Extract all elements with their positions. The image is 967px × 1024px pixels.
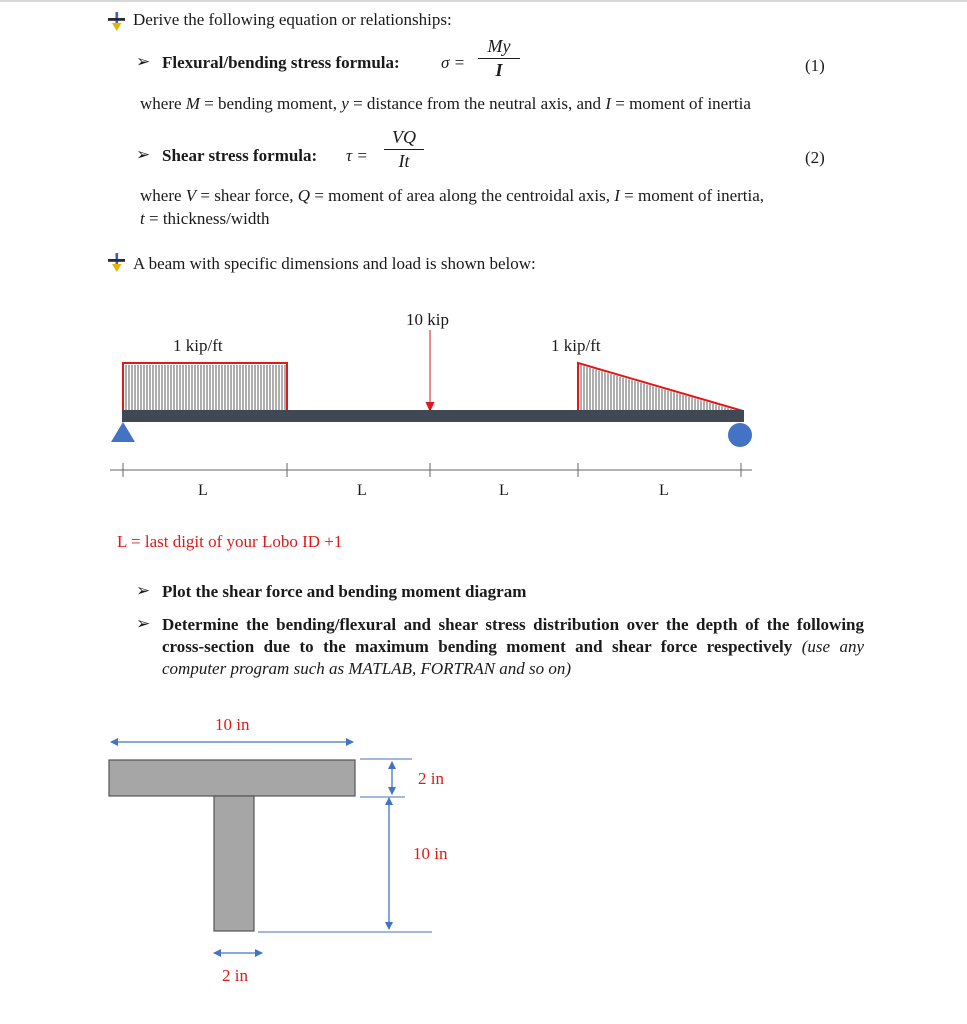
eq1-number: (1) [805,56,825,75]
eq2-lhs: τ = [346,146,368,165]
bullet-plus-icon [108,253,126,273]
left-udl-hatching [126,365,285,410]
span-label: L [357,482,367,499]
left-load-label: 1 kip/ft [173,336,223,355]
right-load-label: 1 kip/ft [551,336,601,355]
section2-heading: A beam with specific dimensions and load is shown below: [133,254,536,273]
eq1-fraction [478,36,520,81]
beam-diagram [0,300,967,505]
section1-heading: Derive the following equation or relationships: [133,10,452,29]
arrow-bullet-icon: ➢ [136,145,151,164]
right-triangular-load-hatching [581,365,737,410]
t-section-diagram [0,700,967,1000]
web-width-label: 2 in [222,966,248,985]
eq1-lhs: σ = [441,53,466,72]
span-label: L [499,482,509,499]
page-top-border [0,0,967,2]
arrow-bullet-icon: ➢ [136,581,151,600]
arrow-bullet-icon: ➢ [136,52,151,71]
span-label: L [659,482,669,499]
eq2-denominator: It [398,151,410,171]
eq2-label: Shear stress formula: [162,146,318,165]
eq1-where: where M = bending moment, y = distance from the neutral axis, and I = moment of inertia [140,94,751,113]
l-definition-note: L = last digit of your Lobo ID +1 [117,532,343,551]
eq1-label: Flexural/bending stress formula: [162,53,400,72]
bullet-plus-icon [108,12,126,32]
eq2-number: (2) [805,148,825,167]
task-2-note: (use any computer program such as MATLAB, FORTRAN and so on) [162,637,864,678]
eq2-where-line2: t = thickness/width [140,209,270,228]
flange-width-label: 10 in [215,715,250,734]
beam [122,410,744,422]
pin-support [111,422,135,442]
roller-support [728,423,752,447]
point-load-label: 10 kip [406,310,449,329]
web [214,796,254,931]
arrow-bullet-icon: ➢ [136,614,151,633]
flange [109,760,355,796]
task-2: Determine the bending/flexural and shear stress distribution over the depth of the following cross-section due to the maximum bending moment and shear force respectively (use any computer program such as MATLAB, FORTRAN and so on) [162,615,864,678]
task-1: Plot the shear force and bending moment diagram [162,582,527,601]
eq1-denominator: I [495,60,503,80]
left-udl-box [123,363,287,411]
right-triangular-load-outline [578,363,743,411]
eq2-numerator: VQ [384,127,424,150]
flange-thickness-label: 2 in [418,769,444,788]
eq2-fraction [384,127,424,172]
span-label: L [198,482,208,499]
total-depth-label: 10 in [413,844,448,863]
eq2-where-line1: where V = shear force, Q = moment of area along the centroidal axis, I = moment of inertia, [140,186,765,205]
eq1-numerator: My [478,36,520,59]
